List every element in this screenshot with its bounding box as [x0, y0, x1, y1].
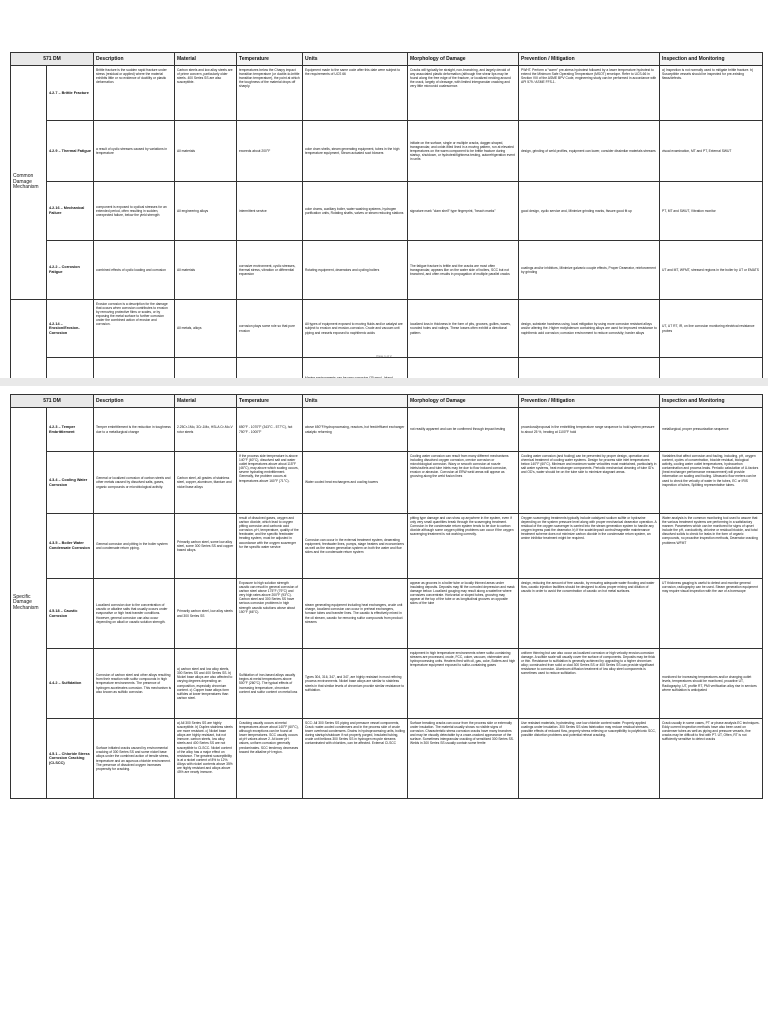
cell-units: Rotating equipment, deaerators and cycling boilers: [303, 241, 408, 300]
mechanism-number: 4.4.2 – Sulfidation: [47, 649, 94, 719]
cell-prevention: Oxygen scavenging treatments typically include catalyzed sodium sulfite or hydrazine depending on the system pressure level along with proper mechanical deaerator operation. A residual of the oxygen scavenger is carried into the steam generation system to handle any oxygen ingress past the deaerator. b) If the scale/deposit control/magnetite maintenance treatment scheme does not minimize carbon dioxide in the condensate return system, an amine inhibitor treatment might be required.: [519, 514, 660, 579]
cell-prevention: Use resistant materials, hydrotesting, use low chloride content water. Properly applied coatings under insulation. 300 Series SS slow fabrication may reduce residual stresses, possible effects of reduced flow, properly stress relieving or susceptibility to polythionic SCC, possible distortion problems and potential reheat cracking.: [519, 719, 660, 799]
cell-units: All types of equipment exposed to moving fluids and/or catalyst are subject to erosion and erosion-corrosion. Crude and vacuum unit piping and vessels exposed to naphthenic acids: [303, 300, 408, 358]
cell-inspection: UT thickness gauging is useful to detect and monitor general corrosion, radiography can be used. Steam generation equipment may require visual inspection with the use of a borescope: [660, 579, 763, 649]
cell-temperature: corrosive environment, cyclic stresses, thermal stress, vibration or differential expansion: [237, 241, 303, 300]
table-row: [11, 182, 763, 241]
header-inspection: Inspection and Monitoring: [660, 53, 763, 66]
category-cell: Common Damage Mechanism: [11, 66, 47, 300]
cell-units: coke drums, auxiliary boiler, water washing systems, hydrogen purification units, Rotating shafts, valves or steam reducing stations: [303, 182, 408, 241]
header-temperature: Temperature: [237, 53, 303, 66]
cell-description: General or localized corrosion of carbon steels and other metals caused by dissolved salts, gases, organic compounds or microbiological activity.: [94, 452, 175, 514]
header-description: Description: [94, 395, 175, 408]
cell-units: Types 304, 316, 347, and 347, are highly resistant in most refining process environments. Nickel base alloys are similar to stainless steels in that similar levels of chromium provide similar resistance to sulfidation.: [303, 649, 408, 719]
cell-morphology: [408, 358, 519, 379]
cell-description: Corrosion of carbon steel and other alloys resulting from their reaction with sulfur compounds in high temperature environments. The presence of hydrogen accelerates corrosion. This mechanism is also known as sulfidic corrosion.: [94, 649, 175, 719]
header-571-dm: 571 DM: [11, 395, 94, 408]
cell-material: All engineering alloys: [175, 182, 237, 241]
category-cell: Specific Damage Mechanism: [11, 408, 47, 799]
header-temperature: Temperature: [237, 395, 303, 408]
table-row: [11, 121, 763, 182]
cell-description: Surface initiated cracks caused by environmental cracking of 300 Series SS and some nickel base alloys under the combined action of tensile stress, temperature and an aqueous chloride environment. The presence of dissolved oxygen increases propensity for cracking.: [94, 719, 175, 799]
cell-inspection: Variables that affect corrosion and fouling, including, pH, oxygen content, cycles of concentration, biocide residual, biological activity, cooling water outlet temperatures, hydrocarbon contamination and process leaks. Periodic calculation of U-factors (heat exchanger performance measurement) will provide information on scaling and fouling. Ultrasonic flow meters can be used to check the velocity of water in the tubes, EC or IRIS inspection of tubes, Splitting representative tubes.: [660, 452, 763, 514]
header-material: Material: [175, 395, 237, 408]
cell-prevention: good design, cyclic service and, Minimize grinding marks, fissure good fit up: [519, 182, 660, 241]
cell-temperature: result of dissolved gases, oxygen and carbon dioxide, which lead to oxygen pitting corrosion and carbonic acid corrosion. pH, temperature, quality of the feedwater, and the specific feedwater treating system, must be adjusted in accordance with the oxygen scavenger for the specific water service: [237, 514, 303, 579]
cell-temperature: 650°F - 1070°F (343°C - 577°C), hot 750°F - 1000°F: [237, 408, 303, 452]
cell-morphology: initiate on the surface, single or multiple cracks, dagger-shaped, transgranular, and oxide-filled lined in a moving pattern, run at elevated temperatures on the warm component to be brittle fracture during startup, shutdown, or hydrotest/tightness testing, autorefrigeration event in units: [408, 121, 519, 182]
cell-prevention: procedural/proposal in the embrittling temperature range sequence to hold system pressure to about 25 %, heating at 1100°F hold: [519, 408, 660, 452]
mechanism-number: 4.5.18 – Caustic Corrosion: [47, 579, 94, 649]
header-material: Material: [175, 53, 237, 66]
cell-inspection: metallurgical, proper pressurization sequence: [660, 408, 763, 452]
cell-material: [175, 358, 237, 379]
mechanism-number: [47, 358, 94, 379]
cell-temperature: corrosion plays some role so that pure erosion: [237, 300, 303, 358]
cell-morphology: appear as grooves in a boiler tube or locally thinned areas under insulating deposits. Deposits may fill the corroded depression and mask damage below. Localized gouging may result along a waterline where corrosives concentrate. Horizontal or sloped tubes, grooving may appear at the top of the tube or as longitudinal grooves on opposite sides of the tube: [408, 579, 519, 649]
cell-inspection: a) Inspection is not normally used to mitigate brittle fracture. b) Susceptible vessels should be inspected for pre-existing flaws/defects.: [660, 66, 763, 121]
cell-inspection: visual examination, MT and PT, External SWUT: [660, 121, 763, 182]
cell-morphology: Cooling water corrosion can result from many different mechanisms including dissolved oxygen corrosion, crevice corrosion or microbiological corrosion. Wavy or smooth corrosion at nozzle inlets/outlets and tube inlets may be due to flow induced corrosion, erosion or abrasion. Corrosion at ERW weld areas will appear as grooving along the weld fusion lines: [408, 452, 519, 514]
cell-morphology: signature mark "clam shell" type fingerprint, "beach marks": [408, 182, 519, 241]
cell-temperature: Cracking usually occurs at metal temperatures above about 140°F (60°C), although exceptions can be found at lower temperatures. SCC usually occurs at pH values above 2. At lower pH values, uniform corrosion generally predominates. SCC tendency decreases toward the alkaline pH region.: [237, 719, 303, 799]
cell-inspection: PT, MT and SWUT, Vibration monitor: [660, 182, 763, 241]
table-header-row: [11, 395, 763, 408]
cell-units: Water cooled heat exchangers and cooling towers: [303, 452, 408, 514]
cell-description: Localized corrosion due to the concentration of caustic or alkaline salts that usually occurs under evaporative or high heat transfer conditions. However, general corrosion can also occur depending on alkali or caustic solution strength.: [94, 579, 175, 649]
header-inspection: Inspection and Monitoring: [660, 395, 763, 408]
cell-temperature: temperatures below the Charpy impact transition temperature (or ductile-to-brittle transition temperature), the point at which the toughness of the material drops off sharply.: [237, 66, 303, 121]
mechanism-number: 4.2.2 – Corrosion Fatigue: [47, 241, 94, 300]
cell-morphology: Cracks will typically be straight, non-branching, and largely devoid of any associated plastic deformation (although fine shear lips may be found along the free edge of the fracture, or localized necking around the crack, largely of cleavage, with limited intergranular cracking and very little microvoid coalescence.: [408, 66, 519, 121]
cell-units: SCC: All 300 Series SS piping and pressure vessel components, Crack: water-cooled condensers and in the process side of crude tower overhead condensers. Drains in hydroprocessing units, boiling during startup/shutdown if not properly purged, Insulated tubing, crude unit bellows 300 Series SS in hydrogen recycle streams contaminated with chlorides, can be affected. External Cl-SCC: [303, 719, 408, 799]
cell-units: Equipment made to the same code after this date were subject to the requirements of UCS 66: [303, 66, 408, 121]
cell-prevention: design, grinding of weld profiles, equipment can lower, consider dissimilar materials stresses: [519, 121, 660, 182]
mechanism-number: 4.2.16 – Mechanical Failure: [47, 182, 94, 241]
category-cell: [11, 300, 47, 379]
cell-units: above 650°F/hydroprocessing, reactors, hot feed/effluent exchanger catalytic reforming: [303, 408, 408, 452]
header-units: Units: [303, 53, 408, 66]
table-row: [11, 514, 763, 579]
cell-material: 2.25Cr-1Mo, 3Cr-1Mo, HSLA Cr-Mo-V rotor steels: [175, 408, 237, 452]
cell-description: combined effects of cyclic loading and corrosion: [94, 241, 175, 300]
cell-temperature: Sulfidation of iron-based alloys usually begins at metal temperatures above 500°F (260°C). The typical effects of increasing temperature, chromium content and sulfur content on metal loss: [237, 649, 303, 719]
cell-units: Corrosion can occur in the external treatment system, deaerating equipment, feedwater lines, pumps, stage heaters and economizers as well as the steam generation system on both the water and flue sides and the condensate return system: [303, 514, 408, 579]
cell-temperature: If the process side temperature is above 140°F (60°C), dissolved salt and water outlet temperatures above about 115°F (46°C), may above which scaling occurs, severe hydrating embrittlement. Generally, the problem occurs at temperatures above 160°F (71°C).: [237, 452, 303, 514]
cell-material: Carbon steel, all grades of stainless steel, copper, aluminum, titanium and nickel base alloys: [175, 452, 237, 514]
header-571-dm: 571 DM: [11, 53, 94, 66]
table-row: [11, 408, 763, 452]
cell-inspection: Crack usually in some cases, PT or phase analysis EC techniques. Eddy current inspection methods have also been used on condenser tubes as well as piping and pressure vessels, fine cracks may be difficult to find with PT. UT, Often, RT is not sufficiently sensitive to detect cracks: [660, 719, 763, 799]
table-row: [11, 66, 763, 121]
cell-description: component is exposed to cyclical stresses for an extended period, often resulting in sudden, unexpected failure, below the yield strength: [94, 182, 175, 241]
cell-inspection: [660, 358, 763, 379]
cell-morphology: Surface breaking cracks can occur from the process side or externally under insulation. The material usually shows no visible signs of corrosion. Characteristic stress corrosion cracks have many branches and may be visually detectable by a craze-cracked appearance of the surface. Sometimes intergranular cracking of sensitized 300 Series SS. Welds in 300 Series SS usually contain some ferrite: [408, 719, 519, 799]
cell-morphology: not readily apparent and can be confirmed through impact testing: [408, 408, 519, 452]
mechanism-number: 4.2.3 – Temper Embrittlement: [47, 408, 94, 452]
document-page-1: [0, 0, 768, 378]
document-page-2: [0, 386, 768, 1024]
cell-temperature: exceeds about 200°F: [237, 121, 303, 182]
cell-material: Primarily carbon steel, low alloy steels and 300 Series SS: [175, 579, 237, 649]
cell-material: All materials: [175, 241, 237, 300]
cell-prevention: PWHT. Perform a "warm" pre-stress hydrotest followed by a lower temperature hydrotest to extend the Minimum Safe Operating Temperature (MSOT) envelope. Refer to UCS-66 in Section VIII of the ASME BPV Code, engineering study can be performed in accordance with API 579 / ASME FFS-1.: [519, 66, 660, 121]
cell-inspection: Water analysis is the common monitoring tool used to assure that the various treatment systems are performing in a satisfactory manner. Parameters which can be monitored for signs of upset include the pH, conductivity, chlorine or residual biocide, and total dissolved solids to check for leaks in the form of organic compounds, no proactive inspection methods, Deaerator cracking problems WFMT: [660, 514, 763, 579]
header-morphology: Morphology of Damage: [408, 395, 519, 408]
cell-material: Carbon steels and low alloy steels are of prime concern, particularly older steels. 400 Series SS are also susceptible.: [175, 66, 237, 121]
header-description: Description: [94, 53, 175, 66]
cell-description: Brittle fracture is the sudden rapid fracture under stress (residual or applied) where the material exhibits little or no evidence of ductility or plastic deformation.: [94, 66, 175, 121]
table-row: [11, 241, 763, 300]
cell-material: All metals, alloys: [175, 300, 237, 358]
header-prevention: Prevention / Mitigation: [519, 395, 660, 408]
header-units: Units: [303, 395, 408, 408]
cell-prevention: coatings and/or inhibitors, Minimize galvanic couple effects, Proper Deaerator, reinforcement by grinding: [519, 241, 660, 300]
cell-prevention: design, reducing the amount of free caustic, by ensuring adequate water flooding and water flow, caustic injection facilities should be designed to allow proper mixing and dilution of caustic in order to avoid the concentration of caustic on hot metal surfaces.: [519, 579, 660, 649]
cell-prevention: design, substrate hardness using, local mitigation by using more corrosion resistant alloys and/or altering the. Higher molybdenum containing alloys are used for improved resistance to naphthenic acid corrosion; corrosion environment to reduce corrosivity; harder alloys: [519, 300, 660, 358]
table-row: [11, 719, 763, 799]
table-row: [11, 358, 763, 379]
page-footer: Page 1 of 2: [376, 354, 392, 358]
cell-description: [94, 358, 175, 379]
mechanism-number: 4.2.14 – Erosion/Erosion-Corrosion: [47, 300, 94, 358]
mechanism-number: 4.2.9 – Thermal Fatigue: [47, 121, 94, 182]
cell-inspection: UT and MT, WFMT, stressed regions in the boiler by UT or EMATS: [660, 241, 763, 300]
cell-morphology: The fatigue fracture is brittle and the cracks are most often transgranular, appears like on the water side of boilers, SCC but not branched, and often results in propagation of multiple parallel cracks: [408, 241, 519, 300]
mechanism-number: 4.2.7 – Brittle Fracture: [47, 66, 94, 121]
cell-morphology: localized loss in thickness in the form of pits, grooves, gullies, waves, rounded holes and valleys. These losses often exhibit a directional pattern.: [408, 300, 519, 358]
cell-prevention: uniform thinning but can also occur as localized corrosion or high velocity erosion-corrosion damage. A sulfide scale will usually cover the surface of components. Deposits may be thick or thin. Resistance to sulfidation is generally achieved by upgrading to a higher chromium alloy; constructed from solid or clad 300 Series SS or 400 Series SS can provide significant resistance to corrosion. Aluminum diffusion treatment of low alloy steel components is sometimes used to reduce sulfidation.: [519, 649, 660, 719]
mechanism-number: 4.3.5 – Boiler Water Condensate Corrosion: [47, 514, 94, 579]
cell-material: All materials: [175, 121, 237, 182]
cell-units: steam generating equipment including heat exchangers, crude unit charge, localized corrosion can occur in preheat exchangers, furnace tubes and transfer lines. The caustic is effectively mixed in the oil stream, caustic for removing sulfur compounds from product streams: [303, 579, 408, 649]
cell-material: a) All 300 Series SS are highly susceptible. b) Duplex stainless steels are more resistant. c) Nickel base alloys are highly resistant, but not immune. carbon steels, low alloy steels and 400 Series SS are not susceptible to Cl-SCC. Nickel content of the alloy has a major effect on resistance. The greatest susceptibility is at a nickel content of 8% to 12%. Alloys with nickel contents above 35% are highly resistant and alloys above 45% are nearly immune.: [175, 719, 237, 799]
table-row: [11, 452, 763, 514]
cell-temperature: Exposure to high solution strength caustic can result in general corrosion of carbon steel above 175°F (79°C) and very high rates above 200°F (93°C). Carbon steel and 300 Series SS have serious corrosion problems in high strength caustic solutions above about 150°F (66°C).: [237, 579, 303, 649]
mechanism-number: 4.5.1 – Chloride Stress Corrosion Cracking (Cl-SCC): [47, 719, 94, 799]
cell-units: [303, 358, 408, 379]
table-row: [11, 649, 763, 719]
damage-mechanism-table-1: [10, 52, 763, 378]
cell-inspection: UT, UT RT, IR, on line corrosion monitoring electrical resistance probes: [660, 300, 763, 358]
mechanism-number: 4.3.4 – Cooling Water Corrosion: [47, 452, 94, 514]
header-prevention: Prevention / Mitigation: [519, 53, 660, 66]
cell-description: Erosion corrosion is a description for the damage that occurs when corrosion contributes to erosion by removing protective films or scales, or by exposing the metal surface to further corrosion under the combined action of erosion and corrosion.: [94, 300, 175, 358]
header-morphology: Morphology of Damage: [408, 53, 519, 66]
cell-description: General corrosion and pitting in the boiler system and condensate return piping.: [94, 514, 175, 579]
cell-material: a) carbon steel and low alloy steels, 300 Series SS and 400 Series SS. b) Nickel base alloys are also affected to varying degrees depending on composition, especially chromium content. c) Copper base alloys form sulfides at lower temperatures than carbon steel.: [175, 649, 237, 719]
table-header-row: [11, 53, 763, 66]
cell-prevention: Cooling water corrosion (and fouling) can be prevented by proper design, operation and chemical treatment of cooling water systems. Design for process side inlet temperatures below 140°F (60°C). Minimum and maximum water velocities must maintained, particularly in salt water systems, heat exchanger components. Periodic mechanical cleaning of tube ID's and OD's, water should be on the tube side to minimize stagnant areas.: [519, 452, 660, 514]
cell-material: Primarily carbon steel, some low alloy steel, some 300 Series SS and copper based alloys.: [175, 514, 237, 579]
cell-morphology: pitting type damage and can show up anywhere in the system, even if only very small quantities break through the scavenging treatment. Corrosion in the condensate return system tends to be due to carbon dioxide although some oxygen pitting problems can occur if the oxygen scavenging treatment is not working correctly.: [408, 514, 519, 579]
cell-inspection: monitored for increasing temperatures and/or changing outlet levels, temperatures should be monitored, proactive UT, Radiography, UT, profile RT, PMI verification alloy rise in services where sulfidation is anticipated: [660, 649, 763, 719]
page-separator: [0, 378, 768, 386]
cell-description: a result of cyclic stresses caused by variations in temperature: [94, 121, 175, 182]
table-row: [11, 300, 763, 358]
cell-temperature: [237, 358, 303, 379]
cell-morphology: equipment in high temperature environments where sulfur-containing streams are processed, crude, FCC, coker, vacuum, visbreaker and hydroprocessing units. Heaters fired with oil, gas, coke, Boilers and high temperature equipment exposed to sulfur-containing gases: [408, 649, 519, 719]
cell-units: coke drum shells, steam generating equipment, tubes in the high temperature equipment, Steam actuated soot blowers: [303, 121, 408, 182]
cell-description: Temper embrittlement is the reduction in toughness due to a metallurgical change: [94, 408, 175, 452]
damage-mechanism-table-2: [10, 394, 763, 799]
cell-prevention: [519, 358, 660, 379]
cell-temperature: intermittent service: [237, 182, 303, 241]
table-row: [11, 579, 763, 649]
